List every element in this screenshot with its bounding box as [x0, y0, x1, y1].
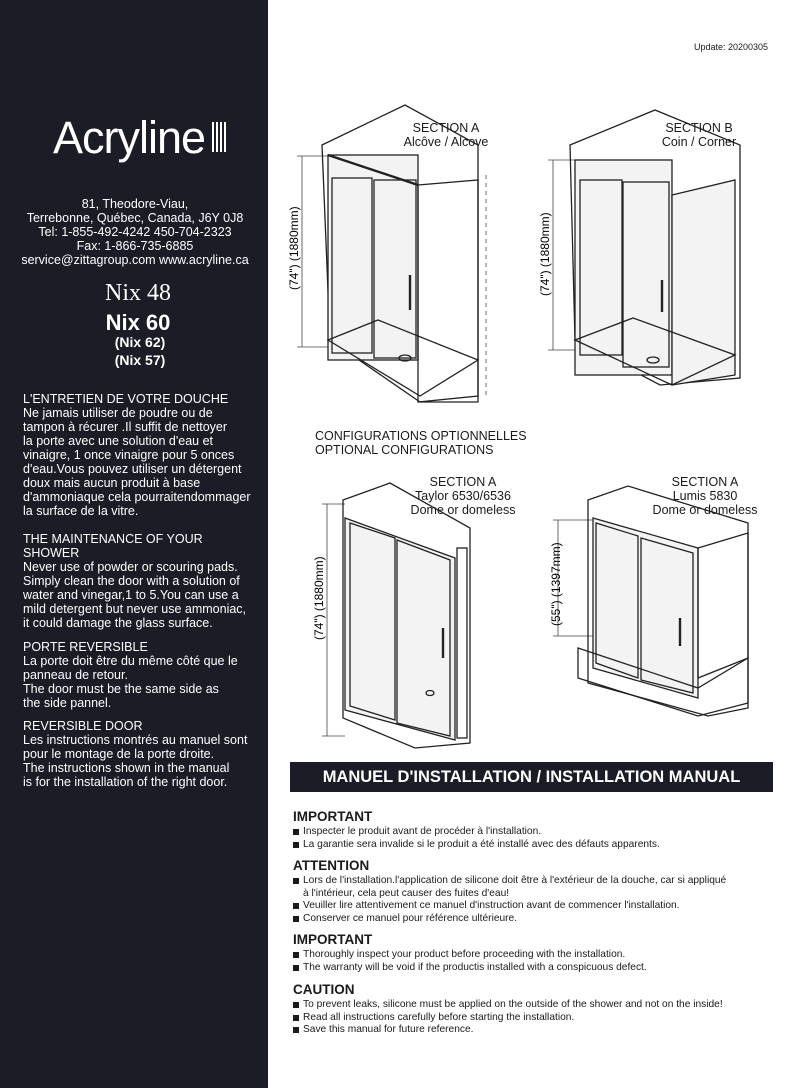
- text-line: PORTE REVERSIBLE: [23, 640, 148, 654]
- text-line: tampon à récurer .Il suffit de nettoyer: [23, 420, 228, 434]
- diagram-taylor: [305, 478, 475, 753]
- notice-heading: CAUTION: [293, 982, 355, 997]
- update-date: Update: 20200305: [694, 42, 769, 52]
- notice-item: The warranty will be void if the productis installed with a conspicuous defect.: [293, 962, 647, 975]
- brand-logo: Acryline: [53, 112, 206, 163]
- caption-title: SECTION A: [412, 121, 480, 135]
- notice-important-fr: [293, 809, 660, 851]
- text-line: d'ammoniaque cela pourraitendommager: [23, 490, 251, 504]
- maintenance-fr: [23, 392, 263, 518]
- text-line: pour le montage de la porte droite.: [23, 747, 215, 761]
- notice-item: Save this manual for future reference.: [293, 1024, 723, 1037]
- dimension-label: (74") (1880mm): [312, 556, 326, 640]
- optional-fr: CONFIGURATIONS OPTIONNELLES: [315, 429, 527, 443]
- text-line: Never use of powder or scouring pads.: [23, 560, 238, 574]
- text-line: SHOWER: [23, 546, 80, 560]
- model-nix-57: (Nix 57): [114, 352, 166, 368]
- text-line: la porte avec une solution d'eau et: [23, 434, 214, 448]
- text-line: THE MAINTENANCE OF YOUR: [23, 532, 203, 546]
- text-line: doux mais aucun produit à base: [23, 476, 201, 490]
- text-line: La porte doit être du même côté que le: [23, 654, 238, 668]
- sidebar: [0, 0, 268, 1088]
- notice-item: Veuiller lire attentivement ce manuel d'instruction avant de commencer l'installation.: [293, 900, 726, 913]
- caption-title: SECTION A: [429, 475, 497, 489]
- diagram-corner: [535, 100, 765, 400]
- text-line: mild detergent but never use ammoniac,: [23, 602, 247, 616]
- text-line: is for the installation of the right door.: [23, 775, 228, 789]
- notice-item: Read all instructions carefully before starting the installation.: [293, 1012, 723, 1025]
- notice-item: Conserver ce manuel pour référence ultérieure.: [293, 913, 726, 926]
- dimension-label: (74") (1880mm): [287, 206, 301, 290]
- address-line: Tel: 1-855-492-4242 450-704-2323: [38, 225, 232, 239]
- notice-attention: [293, 858, 726, 925]
- text-line: vinaigre, 1 once vinaigre pour 5 onces: [23, 448, 235, 462]
- notice-heading: IMPORTANT: [293, 809, 373, 824]
- notice-item: Thoroughly inspect your product before proceeding with the installation.: [293, 949, 647, 962]
- text-line: Les instructions montrés au manuel sont: [23, 733, 248, 747]
- text-line: d'eau.Vous pouvez utiliser un détergent: [23, 462, 242, 476]
- optional-configurations: [315, 429, 527, 457]
- text-line: the side pannel.: [23, 696, 112, 710]
- notice-item: To prevent leaks, silicone must be applied on the outside of the shower and not on the inside!: [293, 999, 723, 1012]
- notice-caution: [293, 982, 723, 1037]
- manual-banner: MANUEL D'INSTALLATION / INSTALLATION MANUAL: [290, 762, 773, 792]
- caption-sub: Taylor 6530/6536: [415, 489, 511, 503]
- maintenance-en: [23, 532, 263, 630]
- text-line: it could damage the glass surface.: [23, 616, 213, 630]
- diagram-alcove: [287, 100, 505, 410]
- address-line: Fax: 1-866-735-6885: [76, 239, 194, 253]
- text-line: panneau de retour.: [23, 668, 128, 682]
- text-line: Simply clean the door with a solution of: [23, 574, 240, 588]
- notice-heading: IMPORTANT: [293, 932, 373, 947]
- caption-title: SECTION B: [665, 121, 733, 135]
- text-line: water and vinegar,1 to 5.You can use a: [23, 588, 239, 602]
- notice-important-en: [293, 932, 647, 974]
- model-nix-60: Nix 60: [105, 310, 171, 335]
- notice-heading: ATTENTION: [293, 858, 370, 873]
- optional-en: OPTIONAL CONFIGURATIONS: [315, 443, 494, 457]
- logo-bars-icon: [210, 120, 230, 154]
- text-line: Ne jamais utiliser de poudre ou de: [23, 406, 213, 420]
- reversible-en: [23, 719, 263, 789]
- reversible-fr: [23, 640, 263, 710]
- text-line: The door must be the same side as: [23, 682, 219, 696]
- caption-sub: Coin / Corner: [661, 135, 737, 149]
- model-nix-48: Nix 48: [105, 280, 171, 306]
- text-line: REVERSIBLE DOOR: [23, 719, 143, 733]
- caption-sub: Dome or domeless: [410, 503, 516, 517]
- dimension-label: (55") (1397mm): [549, 542, 563, 626]
- caption-sub: Lumis 5830: [672, 489, 738, 503]
- diagram-lumis: [548, 478, 763, 718]
- notice-item: Inspecter le produit avant de procéder à l'installation.: [293, 826, 660, 839]
- caption-sub: Dome or domeless: [652, 503, 758, 517]
- caption-sub: Alcôve / Alcove: [403, 135, 489, 149]
- notice-item: La garantie sera invalide si le produit a été installé avec des défauts apparents.: [293, 839, 660, 852]
- caption-title: SECTION A: [671, 475, 739, 489]
- dimension-label: (74") (1880mm): [538, 212, 552, 296]
- notice-item: Lors de l'installation.l'application de silicone doit être à l'extérieur de la douche, car si appliqué: [293, 875, 726, 888]
- notice-item: à l'intérieur, cela peut causer des fuites d'eau!: [303, 887, 510, 899]
- model-nix-62: (Nix 62): [114, 334, 166, 350]
- text-line: L'ENTRETIEN DE VOTRE DOUCHE: [23, 392, 229, 406]
- address-block: [10, 197, 260, 267]
- address-line: service@zittagroup.com www.acryline.ca: [21, 253, 249, 267]
- text-line: la surface de la vitre.: [23, 504, 139, 518]
- address-line: Terrebonne, Québec, Canada, J6Y 0J8: [26, 211, 244, 225]
- text-line: The instructions shown in the manual: [23, 761, 230, 775]
- address-line: 81, Theodore-Viau,: [81, 197, 189, 211]
